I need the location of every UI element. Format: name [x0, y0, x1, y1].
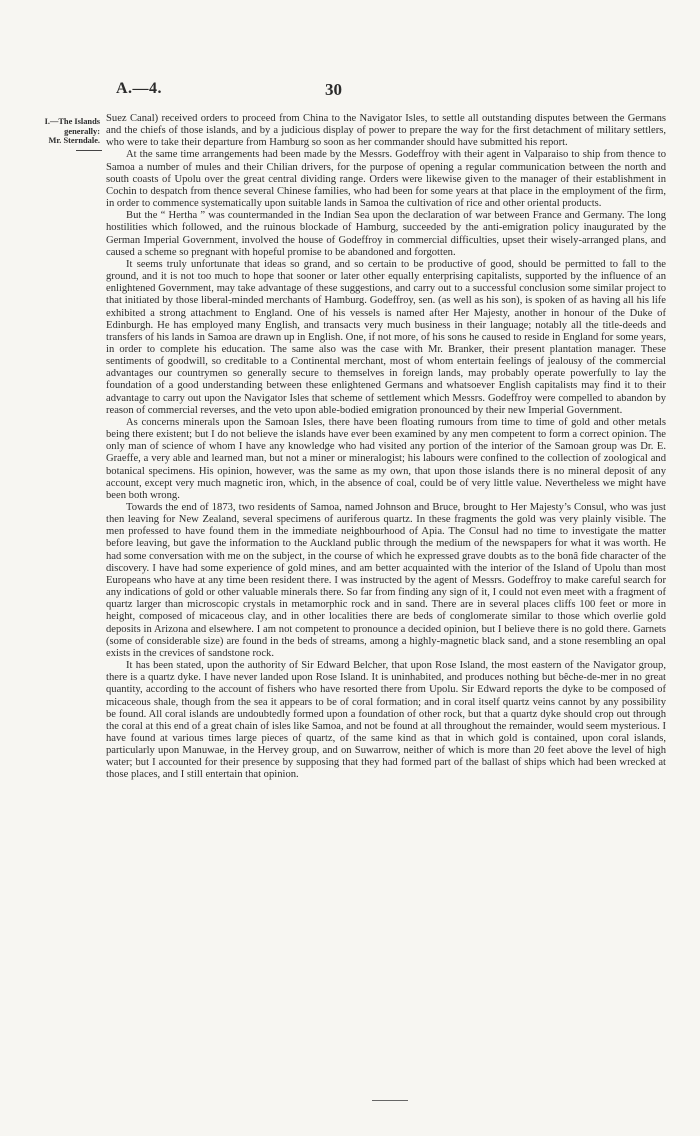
margin-note-rule [76, 150, 102, 151]
page-number: 30 [325, 80, 342, 99]
margin-note-line: Mr. Sterndale. [48, 136, 100, 146]
paragraph: But the “ Hertha ” was countermanded in the Indian Sea upon the declaration of war between France and Germany. The long hostilities which followed, and the ruinous blockade of Hamburg, succeeded by the anti-emigration policy inaugurated by the German Imperial Government, involved the house of Godeffroy in commercial difficulties, upset their wisely-arranged plans, and caused a scheme so pregnant with hopeful promise to be abandoned and forgotten. [106, 210, 666, 258]
margin-note-line: I.—The Islands [44, 117, 100, 126]
page-header [0, 80, 700, 104]
body-text [106, 113, 666, 782]
paragraph: At the same time arrangements had been made by the Messrs. Godeffroy with their agent in Valparaiso to ship from thence to Samoa a number of mules and their Chilian drivers, for the purpose of opening a regular communication between the north and south coasts of Upolu over the great central dividing range. Orders were likewise given to the manager of their establishment in Cochin to despatch from thence several Chinese families, who had been for some years at that place in the employment of the firm, in order to commence systematically upon suitable lands in Samoa the cultivation of rice and other oriental products. [106, 149, 666, 210]
margin-note [20, 117, 100, 151]
paragraph: It has been stated, upon the authority of Sir Edward Belcher, that upon Rose Island, the most eastern of the Navigator group, there is a quartz dyke. I have never landed upon Rose Island. It is uninhabited, and produces nothing but bêche-de-mer in no great quantity, according to the account of fishers who have resorted there from Upolu. Sir Edward reports the dyke to be composed of micaceous shale, though from the sea it appears to be of coral formation; and in coral itself quartz veins cannot by any possibility be found. All coral islands are undoubtedly formed upon a foundation of other rock, but that a quartz dyke should crop out through the coral at this end of a great chain of isles like Samoa, and not be found at all throughout the remainder, would seem mysterious. I have found at various times large pieces of quartz, of the same kind as that in which gold is contained, upon coral islands, particularly upon Manuwae, in the Hervey group, and on Suwarrow, neither of which is more than 20 feet above the level of high water; but I accounted for their presence by supposing that they had formed part of the ballast of ships which had been wrecked at those places, and I still entertain that opinion. [106, 660, 666, 781]
paragraph: It seems truly unfortunate that ideas so grand, and so certain to be productive of good, should be permitted to fall to the ground, and it is not too much to hope that sooner or later other equally enterprising capitalists, supported by the influence of an enlightened Government, may take advantage of these suggestions, and carry out to a successful conclusion some similar project to that initiated by those liberal-minded merchants of Hamburg. Godeffroy, sen. (as well as his son), is spoken of as having all his life exhibited a strong attachment to England. One of his vessels is named after Her Majesty, another in honour of the Duke of Edinburgh. He has employed many English, and transacts very much business in their language; notably all the title-deeds and transfers of his lands in Samoa are drawn up in English. One, if not more, of his sons he caused to reside in England for some years, in order to complete his education. The same also was the case with Mr. Branker, their present plantation manager. These sentiments of goodwill, so creditable to a Continental merchant, most of whom entertain feelings of jealousy of the commercial advantages our countrymen so generally secure to themselves in foreign lands, may probably operate powerfully to lay the foundation of a good understanding between these enlightened Germans and whatsoever English capitalists may find it to their advantage to carry out upon the Navigator Isles that scheme of settlement which Messrs. Godeffroy were compelled to abandon by reason of commercial reverses, and the veto upon able-bodied emigration pronounced by their new Imperial Government. [106, 258, 666, 416]
end-rule [372, 1100, 408, 1101]
document-reference: A.—4. [116, 80, 163, 97]
paragraph: Suez Canal) received orders to proceed from China to the Navigator Isles, to settle all outstanding disputes between the Germans and the chiefs of those islands, and by a judicious display of power to prepare the way for the first detachment of military settlers, who were to take their departure from Hamburg so soon as her commander should have submitted his report. [106, 113, 666, 149]
margin-note-line: generally: [64, 126, 100, 136]
paragraph: As concerns minerals upon the Samoan Isles, there have been floating rumours from time to time of gold and other metals being there existent; but I do not believe the islands have ever been examined by any men competent to form a correct opinion. The only man of science of whom I have any knowledge who had visited any portion of the interior of the Samoan group was Dr. E. Graeffe, a very able and learned man, but not a miner or mineralogist; his labours were confined to the collection of zoological and botanical specimens. His opinion, however, was the same as my own, that upon those islands there is no mineral deposit of any account, except very much magnetic iron, which, in the absence of coal, could be of very little value. Nevertheless we might have been both wrong. [106, 416, 666, 501]
paragraph: Towards the end of 1873, two residents of Samoa, named Johnson and Bruce, brought to Her Majesty’s Consul, who was just then leaving for New Zealand, several specimens of auriferous quartz. In these fragments the gold was very plainly visible. The men professed to have found them in the immediate neighbourhood of Apia. The Consul had no time to investigate the matter before leaving, but gave the information to the Auckland public through the medium of the newspapers for what it was worth. He had some conversation with me on the subject, in the course of which he expressed grave doubts as to the bonâ fide character of the discovery. I have had some experience of gold mines, and am better acquainted with the interior of the Island of Upolu than most Europeans who have at any time been resident there. I was instructed by the agent of Messrs. Godeffroy to make careful search for any indications of gold or other valuable minerals there. So far from finding any sign of it, I could not even meet with a fragment of quartz larger than microscopic crystals in metamorphic rock and in sand. There are in several places cliffs 100 feet or more in height, composed of micaceous clay, and in other localities there are beds of conglomerate similar to those which overlie gold deposits in Arizona and elsewhere. I am not competent to pronounce a decided opinion, but I believe there is no gold there. Garnets (some of considerable size) are found in the beds of streams, among a highly-magnetic black sand, and a stone resembling an opal exists in the crevices of sandstone rock. [106, 502, 666, 659]
